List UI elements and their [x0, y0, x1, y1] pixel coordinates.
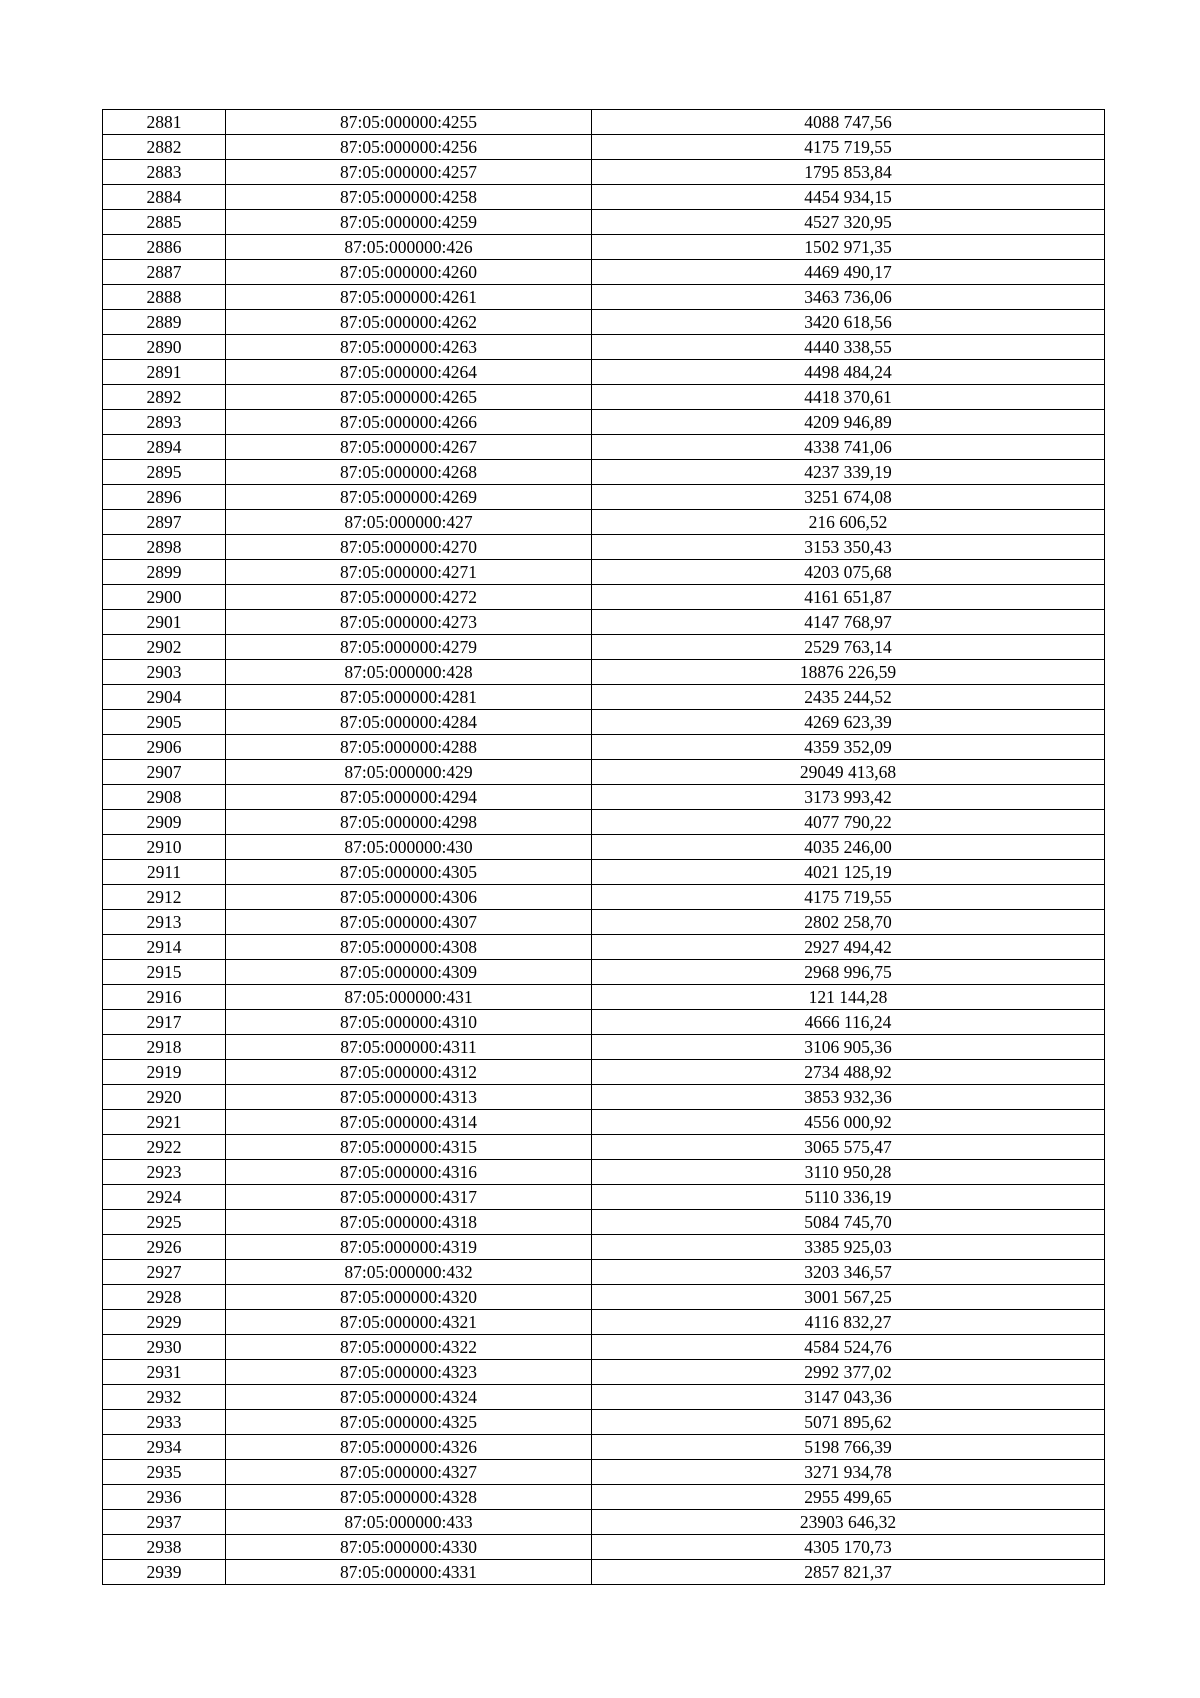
- cadastral-value-cell: 5071 895,62: [592, 1410, 1105, 1435]
- table-row: [103, 1235, 1105, 1260]
- row-number-cell: 2903: [103, 660, 226, 685]
- row-number-cell: 2883: [103, 160, 226, 185]
- table-row: [103, 660, 1105, 685]
- table-row: [103, 760, 1105, 785]
- table-row: [103, 310, 1105, 335]
- table-row: [103, 1035, 1105, 1060]
- cadastral-value-cell: 4556 000,92: [592, 1110, 1105, 1135]
- table-row: [103, 735, 1105, 760]
- table-row: [103, 810, 1105, 835]
- table-row: [103, 585, 1105, 610]
- table-row: [103, 1460, 1105, 1485]
- table-row: [103, 1185, 1105, 1210]
- row-number-cell: 2908: [103, 785, 226, 810]
- table-row: [103, 685, 1105, 710]
- cadastral-value-cell: 23903 646,32: [592, 1510, 1105, 1535]
- table-row: [103, 285, 1105, 310]
- cadastral-number-cell: 87:05:000000:4279: [226, 635, 592, 660]
- row-number-cell: 2881: [103, 110, 226, 135]
- cadastral-number-cell: 87:05:000000:4317: [226, 1185, 592, 1210]
- table-row: [103, 1260, 1105, 1285]
- table-row: [103, 785, 1105, 810]
- table-row: [103, 1410, 1105, 1435]
- row-number-cell: 2907: [103, 760, 226, 785]
- cadastral-value-cell: 4359 352,09: [592, 735, 1105, 760]
- row-number-cell: 2921: [103, 1110, 226, 1135]
- cadastral-number-cell: 87:05:000000:4256: [226, 135, 592, 160]
- cadastral-value-cell: 4454 934,15: [592, 185, 1105, 210]
- table-row: [103, 610, 1105, 635]
- cadastral-number-cell: 87:05:000000:4307: [226, 910, 592, 935]
- row-number-cell: 2905: [103, 710, 226, 735]
- row-number-cell: 2936: [103, 1485, 226, 1510]
- cadastral-value-cell: 3203 346,57: [592, 1260, 1105, 1285]
- row-number-cell: 2893: [103, 410, 226, 435]
- table-row: [103, 135, 1105, 160]
- cadastral-number-cell: 87:05:000000:4298: [226, 810, 592, 835]
- cadastral-value-cell: 4338 741,06: [592, 435, 1105, 460]
- cadastral-value-cell: 4088 747,56: [592, 110, 1105, 135]
- row-number-cell: 2934: [103, 1435, 226, 1460]
- cadastral-number-cell: 87:05:000000:4310: [226, 1010, 592, 1035]
- table-row: [103, 385, 1105, 410]
- row-number-cell: 2911: [103, 860, 226, 885]
- row-number-cell: 2895: [103, 460, 226, 485]
- row-number-cell: 2906: [103, 735, 226, 760]
- table-row: [103, 1310, 1105, 1335]
- cadastral-value-cell: 3385 925,03: [592, 1235, 1105, 1260]
- row-number-cell: 2933: [103, 1410, 226, 1435]
- row-number-cell: 2898: [103, 535, 226, 560]
- table-row: [103, 1060, 1105, 1085]
- cadastral-number-cell: 87:05:000000:4306: [226, 885, 592, 910]
- row-number-cell: 2930: [103, 1335, 226, 1360]
- cadastral-value-cell: 4237 339,19: [592, 460, 1105, 485]
- cadastral-number-cell: 87:05:000000:4308: [226, 935, 592, 960]
- table-row: [103, 1085, 1105, 1110]
- cadastral-number-cell: 87:05:000000:4313: [226, 1085, 592, 1110]
- cadastral-value-cell: 216 606,52: [592, 510, 1105, 535]
- row-number-cell: 2932: [103, 1385, 226, 1410]
- table-row: [103, 1535, 1105, 1560]
- cadastral-value-cell: 2968 996,75: [592, 960, 1105, 985]
- cadastral-value-cell: 29049 413,68: [592, 760, 1105, 785]
- cadastral-number-cell: 87:05:000000:4320: [226, 1285, 592, 1310]
- row-number-cell: 2914: [103, 935, 226, 960]
- table-row: [103, 260, 1105, 285]
- table-row: [103, 1010, 1105, 1035]
- cadastral-number-cell: 87:05:000000:426: [226, 235, 592, 260]
- row-number-cell: 2902: [103, 635, 226, 660]
- cadastral-value-cell: 4175 719,55: [592, 135, 1105, 160]
- cadastral-number-cell: 87:05:000000:4327: [226, 1460, 592, 1485]
- cadastral-value-cell: 4035 246,00: [592, 835, 1105, 860]
- table-row: [103, 1335, 1105, 1360]
- cadastral-number-cell: 87:05:000000:4261: [226, 285, 592, 310]
- cadastral-value-cell: 4209 946,89: [592, 410, 1105, 435]
- cadastral-value-cell: 3271 934,78: [592, 1460, 1105, 1485]
- row-number-cell: 2909: [103, 810, 226, 835]
- table-row: [103, 435, 1105, 460]
- row-number-cell: 2924: [103, 1185, 226, 1210]
- cadastral-value-cell: 3853 932,36: [592, 1085, 1105, 1110]
- cadastral-value-cell: 2955 499,65: [592, 1485, 1105, 1510]
- cadastral-number-cell: 87:05:000000:4318: [226, 1210, 592, 1235]
- row-number-cell: 2922: [103, 1135, 226, 1160]
- cadastral-value-cell: 4584 524,76: [592, 1335, 1105, 1360]
- row-number-cell: 2917: [103, 1010, 226, 1035]
- cadastral-number-cell: 87:05:000000:429: [226, 760, 592, 785]
- table-row: [103, 710, 1105, 735]
- cadastral-value-cell: 1502 971,35: [592, 235, 1105, 260]
- cadastral-number-cell: 87:05:000000:4315: [226, 1135, 592, 1160]
- cadastral-number-cell: 87:05:000000:4305: [226, 860, 592, 885]
- cadastral-number-cell: 87:05:000000:431: [226, 985, 592, 1010]
- row-number-cell: 2937: [103, 1510, 226, 1535]
- cadastral-value-cell: 2435 244,52: [592, 685, 1105, 710]
- table-body: [103, 110, 1105, 1585]
- row-number-cell: 2888: [103, 285, 226, 310]
- row-number-cell: 2882: [103, 135, 226, 160]
- cadastral-number-cell: 87:05:000000:4268: [226, 460, 592, 485]
- row-number-cell: 2927: [103, 1260, 226, 1285]
- row-number-cell: 2889: [103, 310, 226, 335]
- cadastral-value-cell: 3147 043,36: [592, 1385, 1105, 1410]
- cadastral-number-cell: 87:05:000000:4319: [226, 1235, 592, 1260]
- cadastral-number-cell: 87:05:000000:4266: [226, 410, 592, 435]
- row-number-cell: 2887: [103, 260, 226, 285]
- cadastral-number-cell: 87:05:000000:430: [226, 835, 592, 860]
- table-row: [103, 485, 1105, 510]
- cadastral-number-cell: 87:05:000000:433: [226, 1510, 592, 1535]
- cadastral-value-cell: 3173 993,42: [592, 785, 1105, 810]
- cadastral-value-cell: 5198 766,39: [592, 1435, 1105, 1460]
- cadastral-number-cell: 87:05:000000:4262: [226, 310, 592, 335]
- row-number-cell: 2923: [103, 1160, 226, 1185]
- table-row: [103, 560, 1105, 585]
- row-number-cell: 2884: [103, 185, 226, 210]
- cadastral-value-cell: 2927 494,42: [592, 935, 1105, 960]
- cadastral-number-cell: 87:05:000000:4281: [226, 685, 592, 710]
- table-row: [103, 1160, 1105, 1185]
- cadastral-value-cell: 4116 832,27: [592, 1310, 1105, 1335]
- cadastral-value-cell: 4469 490,17: [592, 260, 1105, 285]
- cadastral-number-cell: 87:05:000000:4288: [226, 735, 592, 760]
- row-number-cell: 2901: [103, 610, 226, 635]
- cadastral-number-cell: 87:05:000000:4267: [226, 435, 592, 460]
- row-number-cell: 2891: [103, 360, 226, 385]
- cadastral-number-cell: 87:05:000000:4330: [226, 1535, 592, 1560]
- cadastral-number-cell: 87:05:000000:4258: [226, 185, 592, 210]
- table-row: [103, 535, 1105, 560]
- cadastral-value-cell: 4021 125,19: [592, 860, 1105, 885]
- cadastral-number-cell: 87:05:000000:4326: [226, 1435, 592, 1460]
- table-row: [103, 1135, 1105, 1160]
- row-number-cell: 2913: [103, 910, 226, 935]
- cadastral-value-cell: 2992 377,02: [592, 1360, 1105, 1385]
- cadastral-value-cell: 4666 116,24: [592, 1010, 1105, 1035]
- cadastral-value-cell: 2857 821,37: [592, 1560, 1105, 1585]
- cadastral-value-cell: 121 144,28: [592, 985, 1105, 1010]
- row-number-cell: 2920: [103, 1085, 226, 1110]
- cadastral-value-cell: 5084 745,70: [592, 1210, 1105, 1235]
- table-row: [103, 1385, 1105, 1410]
- table-row: [103, 910, 1105, 935]
- table-row: [103, 110, 1105, 135]
- row-number-cell: 2939: [103, 1560, 226, 1585]
- cadastral-value-cell: 4077 790,22: [592, 810, 1105, 835]
- cadastral-value-cell: 2734 488,92: [592, 1060, 1105, 1085]
- row-number-cell: 2910: [103, 835, 226, 860]
- cadastral-number-cell: 87:05:000000:432: [226, 1260, 592, 1285]
- row-number-cell: 2912: [103, 885, 226, 910]
- table-row: [103, 1560, 1105, 1585]
- cadastral-value-cell: 3153 350,43: [592, 535, 1105, 560]
- cadastral-value-cell: 2529 763,14: [592, 635, 1105, 660]
- row-number-cell: 2925: [103, 1210, 226, 1235]
- cadastral-value-cell: 3110 950,28: [592, 1160, 1105, 1185]
- cadastral-number-cell: 87:05:000000:428: [226, 660, 592, 685]
- row-number-cell: 2900: [103, 585, 226, 610]
- table-row: [103, 210, 1105, 235]
- table-row: [103, 960, 1105, 985]
- cadastral-value-cell: 4203 075,68: [592, 560, 1105, 585]
- cadastral-value-cell: 3251 674,08: [592, 485, 1105, 510]
- cadastral-number-cell: 87:05:000000:4284: [226, 710, 592, 735]
- cadastral-value-cell: 2802 258,70: [592, 910, 1105, 935]
- row-number-cell: 2929: [103, 1310, 226, 1335]
- row-number-cell: 2918: [103, 1035, 226, 1060]
- cadastral-number-cell: 87:05:000000:4257: [226, 160, 592, 185]
- cadastral-value-cell: 4527 320,95: [592, 210, 1105, 235]
- table-row: [103, 1510, 1105, 1535]
- cadastral-number-cell: 87:05:000000:4270: [226, 535, 592, 560]
- cadastral-value-cell: 4161 651,87: [592, 585, 1105, 610]
- cadastral-value-table: [102, 109, 1105, 1585]
- row-number-cell: 2916: [103, 985, 226, 1010]
- cadastral-number-cell: 87:05:000000:4269: [226, 485, 592, 510]
- row-number-cell: 2897: [103, 510, 226, 535]
- cadastral-value-cell: 3106 905,36: [592, 1035, 1105, 1060]
- table-row: [103, 1435, 1105, 1460]
- cadastral-value-cell: 1795 853,84: [592, 160, 1105, 185]
- row-number-cell: 2931: [103, 1360, 226, 1385]
- row-number-cell: 2904: [103, 685, 226, 710]
- row-number-cell: 2938: [103, 1535, 226, 1560]
- cadastral-value-cell: 18876 226,59: [592, 660, 1105, 685]
- cadastral-value-cell: 4305 170,73: [592, 1535, 1105, 1560]
- row-number-cell: 2935: [103, 1460, 226, 1485]
- cadastral-number-cell: 87:05:000000:4273: [226, 610, 592, 635]
- cadastral-number-cell: 87:05:000000:4263: [226, 335, 592, 360]
- table-row: [103, 835, 1105, 860]
- cadastral-number-cell: 87:05:000000:4255: [226, 110, 592, 135]
- cadastral-number-cell: 87:05:000000:4312: [226, 1060, 592, 1085]
- row-number-cell: 2890: [103, 335, 226, 360]
- cadastral-value-cell: 4269 623,39: [592, 710, 1105, 735]
- cadastral-value-cell: 3463 736,06: [592, 285, 1105, 310]
- cadastral-number-cell: 87:05:000000:4316: [226, 1160, 592, 1185]
- table-row: [103, 235, 1105, 260]
- row-number-cell: 2886: [103, 235, 226, 260]
- table-row: [103, 1485, 1105, 1510]
- row-number-cell: 2919: [103, 1060, 226, 1085]
- cadastral-number-cell: 87:05:000000:4331: [226, 1560, 592, 1585]
- table-row: [103, 885, 1105, 910]
- cadastral-number-cell: 87:05:000000:4271: [226, 560, 592, 585]
- cadastral-number-cell: 87:05:000000:4309: [226, 960, 592, 985]
- cadastral-value-cell: 4418 370,61: [592, 385, 1105, 410]
- cadastral-number-cell: 87:05:000000:4265: [226, 385, 592, 410]
- row-number-cell: 2885: [103, 210, 226, 235]
- cadastral-number-cell: 87:05:000000:4264: [226, 360, 592, 385]
- cadastral-value-cell: 4440 338,55: [592, 335, 1105, 360]
- table-row: [103, 1285, 1105, 1310]
- table-row: [103, 360, 1105, 385]
- cadastral-number-cell: 87:05:000000:4314: [226, 1110, 592, 1135]
- row-number-cell: 2915: [103, 960, 226, 985]
- table-row: [103, 1360, 1105, 1385]
- table-row: [103, 860, 1105, 885]
- cadastral-number-cell: 87:05:000000:4272: [226, 585, 592, 610]
- row-number-cell: 2926: [103, 1235, 226, 1260]
- table-row: [103, 185, 1105, 210]
- cadastral-number-cell: 87:05:000000:4323: [226, 1360, 592, 1385]
- row-number-cell: 2892: [103, 385, 226, 410]
- table-row: [103, 935, 1105, 960]
- cadastral-number-cell: 87:05:000000:4321: [226, 1310, 592, 1335]
- row-number-cell: 2899: [103, 560, 226, 585]
- row-number-cell: 2928: [103, 1285, 226, 1310]
- table-row: [103, 1110, 1105, 1135]
- table-row: [103, 635, 1105, 660]
- table-row: [103, 160, 1105, 185]
- cadastral-number-cell: 87:05:000000:4294: [226, 785, 592, 810]
- table-row: [103, 335, 1105, 360]
- cadastral-value-cell: 4498 484,24: [592, 360, 1105, 385]
- cadastral-number-cell: 87:05:000000:427: [226, 510, 592, 535]
- row-number-cell: 2894: [103, 435, 226, 460]
- table-row: [103, 410, 1105, 435]
- cadastral-number-cell: 87:05:000000:4311: [226, 1035, 592, 1060]
- cadastral-value-cell: 3001 567,25: [592, 1285, 1105, 1310]
- cadastral-number-cell: 87:05:000000:4324: [226, 1385, 592, 1410]
- cadastral-number-cell: 87:05:000000:4325: [226, 1410, 592, 1435]
- row-number-cell: 2896: [103, 485, 226, 510]
- table-row: [103, 510, 1105, 535]
- cadastral-number-cell: 87:05:000000:4328: [226, 1485, 592, 1510]
- cadastral-value-cell: 3065 575,47: [592, 1135, 1105, 1160]
- cadastral-value-cell: 3420 618,56: [592, 310, 1105, 335]
- cadastral-number-cell: 87:05:000000:4259: [226, 210, 592, 235]
- table-row: [103, 1210, 1105, 1235]
- table-row: [103, 985, 1105, 1010]
- cadastral-value-cell: 4147 768,97: [592, 610, 1105, 635]
- cadastral-number-cell: 87:05:000000:4322: [226, 1335, 592, 1360]
- cadastral-value-cell: 4175 719,55: [592, 885, 1105, 910]
- cadastral-value-cell: 5110 336,19: [592, 1185, 1105, 1210]
- cadastral-number-cell: 87:05:000000:4260: [226, 260, 592, 285]
- table-row: [103, 460, 1105, 485]
